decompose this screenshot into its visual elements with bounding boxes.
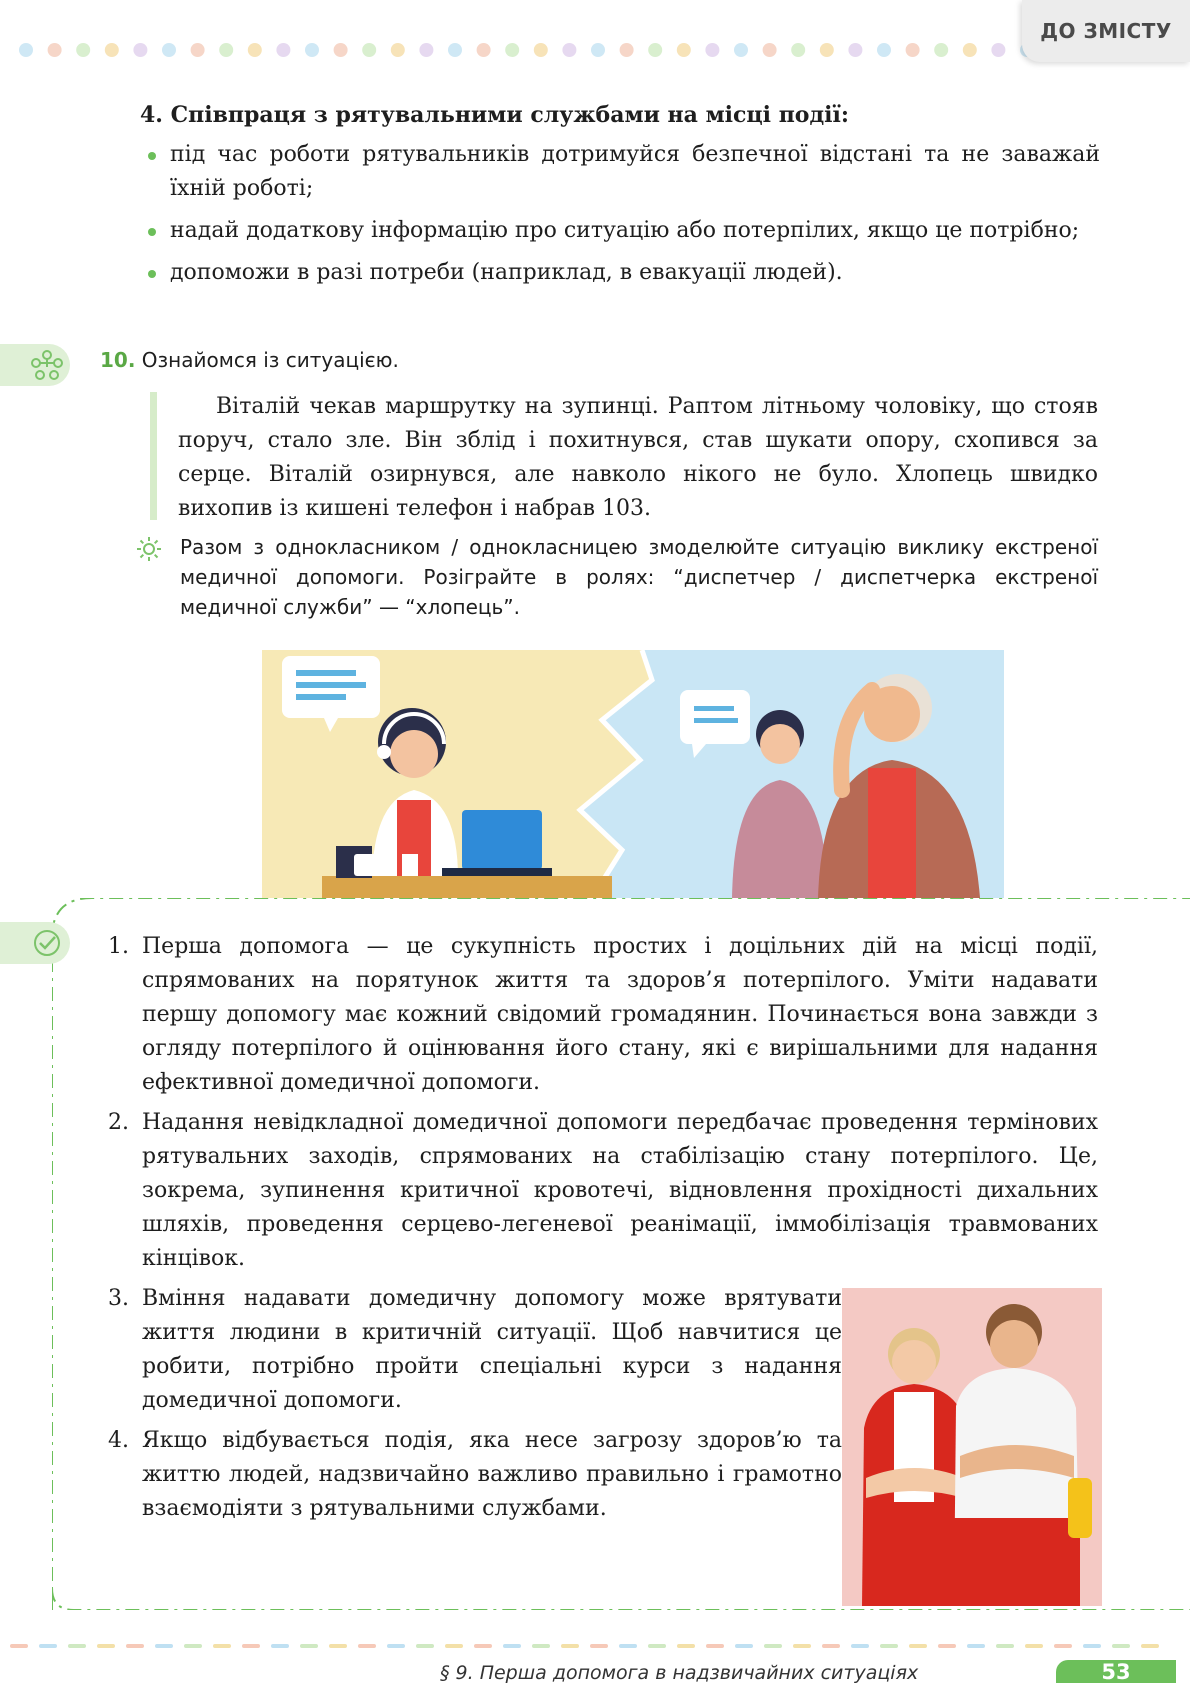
group-task-tab bbox=[0, 344, 70, 386]
summary-item: 1. Перша допомога — це сукупність простих і доцільних дій на місці події, спрямованих на порятунок життя та здоров’я потерпілого. Уміти надавати першу допомогу має кожний свідомий громадянин. Починається вона завжди з огляду потерпілого й оцінювання його стану, які є вирішальними для надання ефективної домедичної допомоги. bbox=[108, 934, 1098, 1095]
task-10-heading bbox=[100, 348, 399, 372]
to-contents-label: ДО ЗМІСТУ bbox=[1040, 19, 1172, 43]
bullet-dot bbox=[148, 270, 156, 278]
bullet-item: під час роботи рятувальників дотримуйся безпечної відстані та не заважай їхній роботі; bbox=[170, 138, 1100, 206]
section-4-title: 4. Співпраця з рятувальними службами на місці події: bbox=[140, 102, 849, 128]
bullet-dot bbox=[148, 152, 156, 160]
summary-tab bbox=[0, 922, 70, 964]
bullet-item: надай додаткову інформацію про ситуацію або потерпілих, якщо це потрібно; bbox=[170, 214, 1100, 248]
people-network-icon bbox=[28, 349, 66, 381]
bullet-dot bbox=[148, 228, 156, 236]
page-number-badge bbox=[1056, 1660, 1176, 1683]
summary-item: 4. Якщо відбувається подія, яка несе загрозу здоров’ю та життю людей, надзвичайно важливо правильно і грамотно взаємодіяти з рятувальними службами. bbox=[108, 1428, 842, 1521]
bullet-item: допоможи в разі потреби (наприклад, в евакуації людей). bbox=[170, 256, 1100, 290]
summary-item: 3. Вміння надавати домедичну допомогу може врятувати життя людини в критичній ситуації. Щоб навчитися це робити, потрібно пройти спеціальні курси з надання домедичної допомоги. bbox=[108, 1286, 842, 1413]
checkmark-icon bbox=[28, 928, 66, 958]
task-title: Ознайомся із ситуацією. bbox=[141, 348, 399, 372]
decorative-dot-row bbox=[18, 42, 1028, 58]
footer-section-title: § 9. Перша допомога в надзвичайних ситуаціях bbox=[440, 1662, 919, 1684]
quote-bar bbox=[150, 392, 157, 520]
summary-item: 2. Надання невідкладної домедичної допомоги передбачає проведення термінових рятувальних заходів, спрямованих на стабілізацію стану потерпілого. Це, зокрема, зупинення критичної кровотечі, відновлення прохідності дихальних шляхів, проведення серцево-легеневої реанімації, іммобілізація травмованих кінцівок. bbox=[108, 1110, 1098, 1271]
sun-icon bbox=[136, 536, 162, 562]
emergency-call-illustration bbox=[262, 650, 1004, 898]
assignment-text: Разом з однокласником / однокласницею змоделюйте ситуацію виклику екстреної медичної допомоги. Розіграйте в ролях: “диспетчер / диспетчерка екстреної медичної служби” — “хлопець”. bbox=[180, 535, 1098, 619]
to-contents-button[interactable] bbox=[1022, 0, 1190, 62]
section-4-bullet-list bbox=[140, 138, 1100, 290]
paramedics-photo bbox=[842, 1288, 1102, 1606]
task-number: 10. bbox=[100, 348, 136, 372]
page-number: 53 bbox=[1101, 1660, 1131, 1684]
footer-dash-line bbox=[0, 1644, 1190, 1648]
situation-text: Віталій чекав маршрутку на зупинці. Раптом літньому чоловіку, що стояв поруч, стало зле. Він зблід і похитнувся, став шукати опору, схопився за серце. Віталій озирнувся, але навколо нікого не було. Хлопець швидко вихопив із кишені телефон і набрав 103. bbox=[178, 394, 1098, 521]
section-4 bbox=[140, 98, 1100, 298]
